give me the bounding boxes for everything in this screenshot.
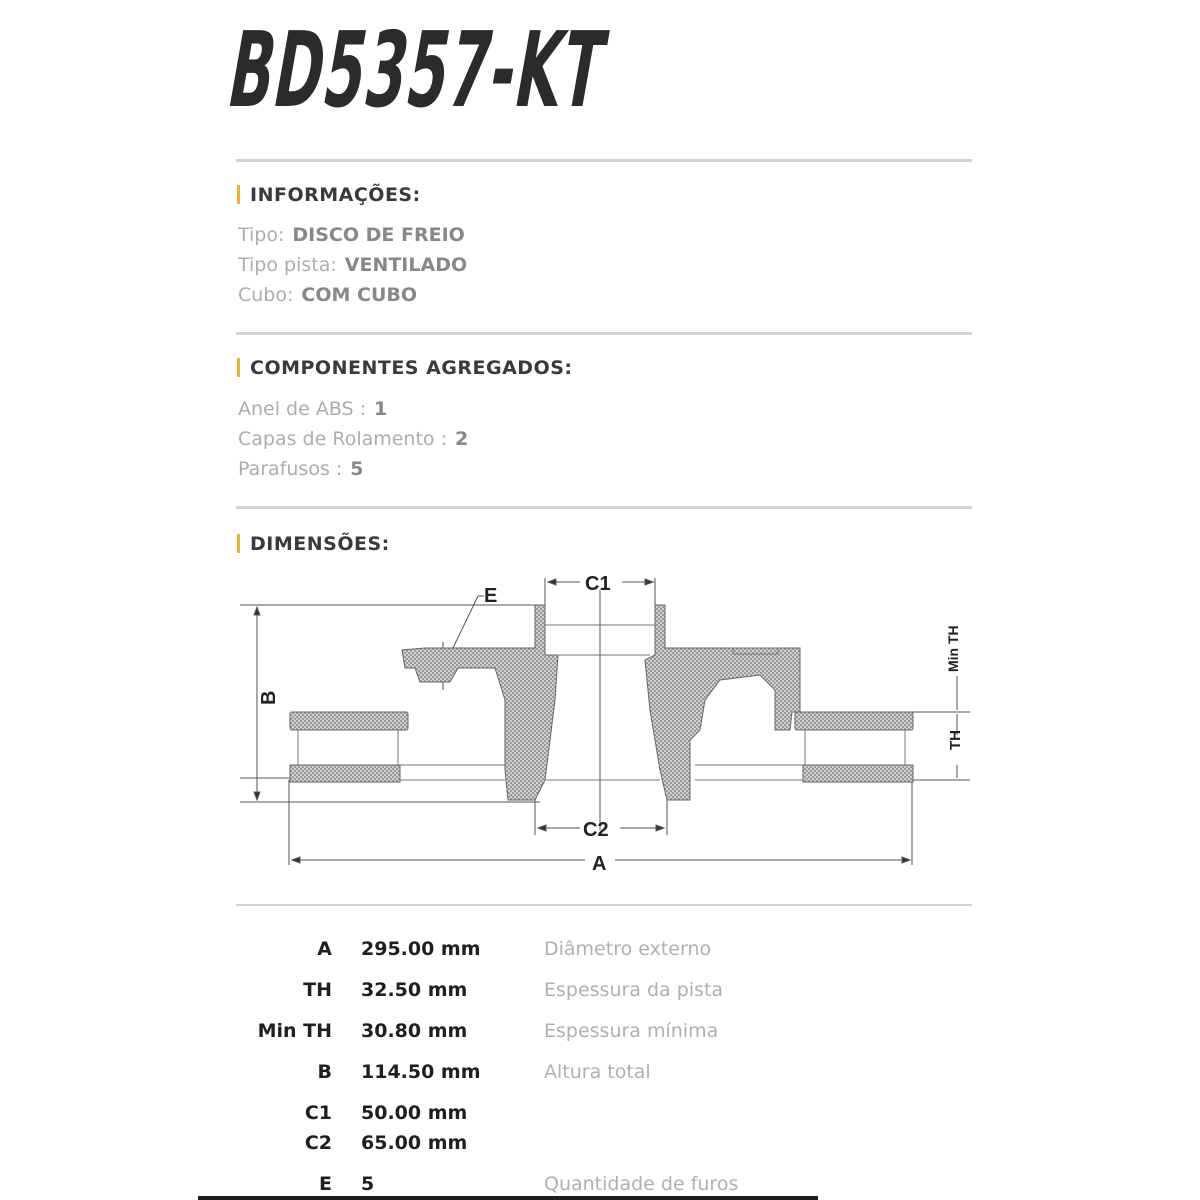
dim-desc: Quantidade de furos [544, 1173, 739, 1195]
info-label: Capas de Rolamento : [238, 428, 447, 450]
info-value: COM CUBO [301, 284, 418, 306]
dim-value: 32.50 mm [361, 979, 468, 1001]
heading-text: DIMENSÕES: [250, 533, 390, 555]
svg-text:Min TH: Min TH [945, 625, 961, 672]
section-dimensoes-heading [237, 533, 390, 555]
dim-key: TH [303, 979, 332, 1001]
heading-text: INFORMAÇÕES: [250, 184, 421, 206]
svg-text:TH: TH [947, 730, 964, 750]
dim-key: C1 [304, 1102, 332, 1124]
dim-value: 5 [361, 1173, 375, 1195]
info-row-parafusos [238, 458, 364, 480]
info-row-capas-rolamento [238, 428, 468, 450]
svg-text:C1: C1 [585, 573, 611, 595]
info-value: 1 [374, 398, 388, 420]
info-value: 5 [350, 458, 364, 480]
divider [236, 904, 972, 906]
accent-bar [237, 534, 240, 553]
info-row-tipo [238, 224, 465, 246]
info-row-anel-abs [238, 398, 387, 420]
info-label: Anel de ABS : [238, 398, 367, 420]
product-code-title: BD5357-KT [220, 9, 616, 131]
dim-key: C2 [304, 1132, 332, 1154]
info-value: 2 [455, 428, 469, 450]
dim-key: E [319, 1173, 332, 1195]
info-label: Tipo pista: [238, 254, 337, 276]
svg-text:E: E [484, 585, 498, 607]
dim-value: 30.80 mm [361, 1020, 468, 1042]
dim-desc: Diâmetro externo [544, 938, 712, 960]
info-label: Cubo: [238, 284, 294, 306]
info-row-cubo [238, 284, 417, 306]
info-label: Parafusos : [238, 458, 343, 480]
svg-text:C2: C2 [583, 819, 609, 841]
svg-text:B: B [258, 690, 280, 705]
dim-desc: Espessura da pista [544, 979, 724, 1001]
dim-key: Min TH [257, 1020, 332, 1042]
dim-value: 50.00 mm [361, 1102, 468, 1124]
dim-value: 295.00 mm [361, 938, 481, 960]
accent-bar [237, 185, 240, 204]
divider [236, 332, 972, 335]
info-value: VENTILADO [344, 254, 468, 276]
dim-desc: Altura total [544, 1061, 651, 1083]
bottom-bar [198, 1196, 818, 1200]
dim-key: A [317, 938, 332, 960]
dim-key: B [317, 1061, 332, 1083]
svg-text:A: A [592, 853, 607, 875]
dim-desc: Espessura mínima [544, 1020, 719, 1042]
info-label: Tipo: [238, 224, 285, 246]
section-informacoes-heading [237, 184, 421, 206]
dim-value: 114.50 mm [361, 1061, 481, 1083]
accent-bar [237, 358, 240, 377]
info-row-tipo-pista [238, 254, 467, 276]
divider [236, 506, 972, 509]
divider [236, 159, 972, 162]
section-componentes-heading [237, 357, 573, 379]
brake-disc-cross-section-diagram [230, 568, 990, 888]
info-value: DISCO DE FREIO [292, 224, 465, 246]
heading-text: COMPONENTES AGREGADOS: [250, 357, 573, 379]
dim-value: 65.00 mm [361, 1132, 468, 1154]
